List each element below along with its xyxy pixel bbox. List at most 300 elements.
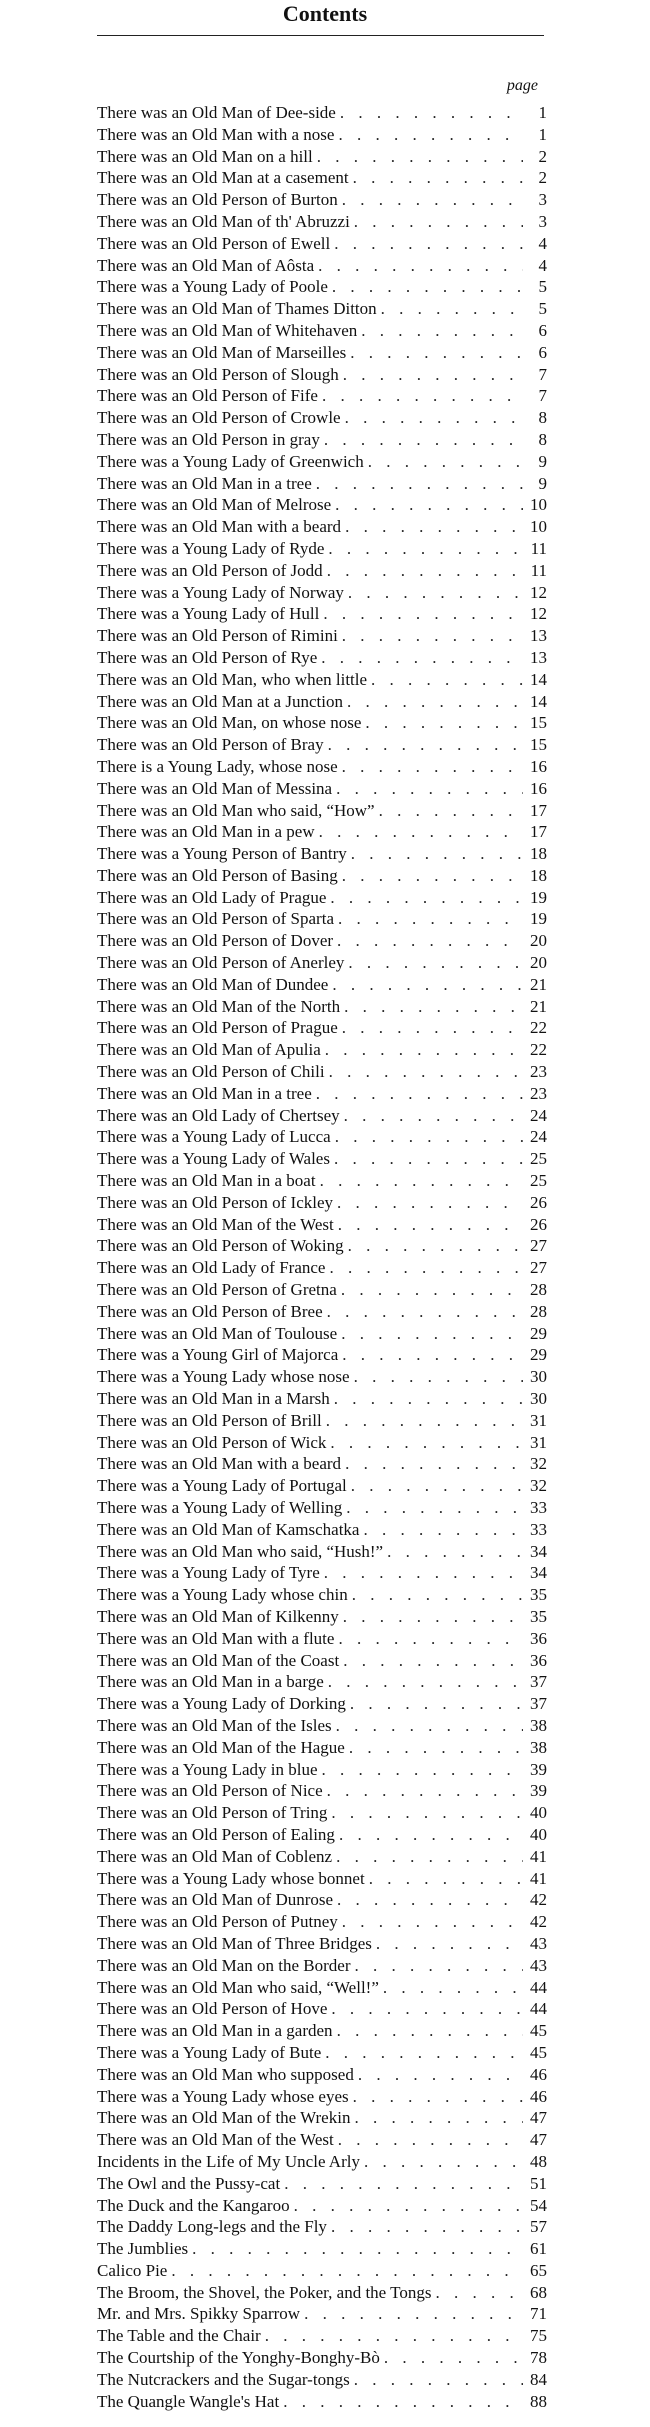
toc-entry — [97, 407, 547, 429]
toc-entry — [97, 1715, 547, 1737]
dot-leader — [320, 1562, 523, 1584]
toc-entry-page-number: 7 — [538, 386, 547, 406]
dot-leader — [359, 1519, 523, 1541]
toc-entry-title: There was an Old Man of Dunrose — [97, 1890, 334, 1910]
toc-entry-title: There was an Old Man of Dee-side — [97, 103, 336, 122]
dot-leader — [323, 1301, 523, 1323]
dot-leader — [318, 385, 523, 407]
toc-entry — [97, 1671, 547, 1693]
toc-entry-title: There was an Old Person of Nice — [97, 1781, 323, 1801]
toc-entry-title: There was an Old Man in a Marsh — [97, 1389, 330, 1409]
toc-entry-title: There was an Old Man in a tree — [97, 1083, 312, 1103]
dot-leader — [361, 712, 523, 734]
toc-entry-title: There was a Young Lady of Portugal — [97, 1476, 347, 1496]
toc-entry-page-number: 75 — [530, 2326, 547, 2346]
toc-entry — [97, 451, 547, 473]
toc-entry-page-number: 34 — [530, 1563, 547, 1583]
toc-entry-title: There was an Old Man with a nose — [97, 124, 335, 144]
toc-entry-page-number: 8 — [538, 408, 547, 428]
dot-leader — [335, 1824, 523, 1846]
toc-entry-page-number: 40 — [530, 1824, 547, 1844]
toc-entry-page-number: 78 — [530, 2348, 547, 2368]
toc-entry-page-number: 27 — [530, 1236, 547, 1256]
toc-entry-title: There was a Young Person of Bantry — [97, 844, 347, 864]
toc-entry-title: There was an Old Lady of France — [97, 1258, 326, 1278]
toc-entry-page-number: 17 — [530, 822, 547, 842]
toc-entry-title: There was an Old Man who said, “How” — [97, 800, 375, 820]
dot-leader — [312, 1083, 523, 1105]
toc-entry-title: There was an Old Man in a barge — [97, 1672, 324, 1692]
toc-entry-title: There was an Old Lady of Chertsey — [97, 1105, 340, 1125]
dot-leader — [332, 1846, 523, 1868]
toc-entry-page-number: 46 — [530, 2086, 547, 2106]
toc-entry — [97, 1824, 547, 1846]
dot-leader — [350, 211, 523, 233]
toc-entry-page-number: 19 — [530, 887, 547, 907]
toc-entry-title: There was a Young Lady whose eyes — [97, 2086, 349, 2106]
toc-entry-page-number: 34 — [530, 1541, 547, 1561]
toc-entry — [97, 1759, 547, 1781]
toc-entry — [97, 2107, 547, 2129]
toc-entry — [97, 320, 547, 342]
toc-entry — [97, 167, 547, 189]
dot-leader — [323, 1780, 523, 1802]
toc-entry — [97, 2282, 547, 2304]
toc-entry-title: There was an Old Man of Whitehaven — [97, 320, 358, 340]
dot-leader — [375, 800, 523, 822]
toc-entry — [97, 1214, 547, 1236]
page-title: Contents — [282, 1, 368, 26]
toc-entry-title: The Quangle Wangle's Hat — [97, 2391, 280, 2411]
toc-entry-page-number: 36 — [530, 1650, 547, 1670]
toc-entry-title: There was an Old Man of Melrose — [97, 495, 332, 515]
toc-entry-page-number: 11 — [530, 538, 547, 558]
toc-entry-page-number: 32 — [530, 1476, 547, 1496]
toc-entry — [97, 2238, 547, 2260]
toc-entry — [97, 1802, 547, 1824]
dot-leader — [325, 1257, 523, 1279]
toc-entry-title: There was an Old Man of the Hague — [97, 1737, 345, 1757]
toc-entry — [97, 2216, 547, 2238]
toc-entry-page-number: 16 — [530, 778, 547, 798]
toc-entry-page-number: 23 — [530, 1083, 547, 1103]
toc-entry-title: There was an Old Person of Brill — [97, 1410, 322, 1430]
toc-entry-page-number: 28 — [530, 1301, 547, 1321]
toc-entry-page-number: 3 — [538, 211, 547, 231]
toc-entry-title: There was a Young Lady whose chin — [97, 1585, 348, 1605]
toc-entry-title: There was a Young Lady of Hull — [97, 604, 320, 624]
toc-entry-title: There was an Old Man of Toulouse — [97, 1323, 338, 1343]
toc-entry-page-number: 5 — [538, 277, 547, 297]
toc-entry-title: There was a Young Lady of Greenwich — [97, 451, 364, 471]
toc-entry — [97, 625, 547, 647]
toc-entry-title: There was an Old Person of Burton — [97, 190, 338, 210]
toc-entry — [97, 385, 547, 407]
toc-entry — [97, 233, 547, 255]
toc-entry — [97, 865, 547, 887]
toc-entry-title: There was an Old Man of Apulia — [97, 1040, 321, 1060]
dot-leader — [279, 2391, 523, 2413]
dot-leader — [357, 320, 523, 342]
dot-leader — [318, 1759, 524, 1781]
toc-entry — [97, 1650, 547, 1672]
toc-entry-page-number: 33 — [530, 1498, 547, 1517]
dot-leader — [332, 778, 523, 800]
dot-leader — [341, 516, 523, 538]
dot-leader — [334, 124, 523, 146]
toc-entry-title: There was a Young Lady of Norway — [97, 582, 344, 602]
toc-entry-page-number: 3 — [538, 190, 547, 210]
toc-entry-page-number: 14 — [530, 669, 547, 689]
toc-entry-page-number: 24 — [530, 1105, 547, 1125]
toc-entry — [97, 2129, 547, 2151]
toc-entry-title: The Daddy Long-legs and the Fly — [97, 2217, 327, 2237]
dot-leader — [364, 451, 523, 473]
toc-entry-page-number: 17 — [530, 800, 547, 820]
toc-entry — [97, 1868, 547, 1890]
toc-entry-page-number: 9 — [538, 451, 547, 471]
toc-entry-page-number: 51 — [530, 2173, 547, 2193]
dot-leader — [321, 2042, 523, 2064]
toc-entry — [97, 996, 547, 1018]
toc-entry-page-number: 4 — [538, 233, 547, 253]
dot-leader — [348, 1584, 523, 1606]
toc-entry-page-number: 54 — [530, 2195, 547, 2215]
toc-entry-page-number: 26 — [530, 1192, 547, 1212]
dot-leader — [327, 1802, 523, 1824]
toc-entry — [97, 124, 547, 146]
toc-entry — [97, 276, 547, 298]
toc-entry — [97, 516, 547, 538]
toc-entry — [97, 669, 547, 691]
toc-entry-title: There was an Old Man at a casement — [97, 168, 349, 188]
toc-entry-page-number: 88 — [530, 2391, 547, 2411]
toc-entry-title: There was an Old Person of Ealing — [97, 1824, 335, 1844]
toc-entry-title: There was a Young Lady of Tyre — [97, 1563, 320, 1583]
toc-entry — [97, 538, 547, 560]
toc-entry-title: There was an Old Man in a boat — [97, 1171, 316, 1191]
dot-leader — [333, 930, 523, 952]
toc-entry-title: There was a Young Lady whose nose — [97, 1367, 350, 1387]
toc-entry-title: Incidents in the Life of My Uncle Arly — [97, 2151, 360, 2171]
dot-leader — [321, 1039, 523, 1061]
toc-entry — [97, 1737, 547, 1759]
dot-leader — [320, 429, 523, 451]
toc-entry-title: Calico Pie — [97, 2260, 168, 2280]
toc-entry-title: There was an Old Person of Woking — [97, 1236, 344, 1256]
dot-leader — [346, 1693, 523, 1715]
dot-leader — [323, 560, 523, 582]
dot-leader — [324, 1671, 523, 1693]
toc-entry — [97, 821, 547, 843]
toc-entry-page-number: 39 — [530, 1759, 547, 1779]
toc-entry — [97, 843, 547, 865]
toc-entry-page-number: 16 — [530, 756, 547, 776]
toc-entry-title: There was an Old Man of the West — [97, 2130, 334, 2150]
toc-entry-page-number: 26 — [530, 1214, 547, 1234]
toc-entry-page-number: 41 — [530, 1868, 547, 1888]
dot-leader — [340, 1105, 523, 1127]
dot-leader — [327, 1998, 523, 2020]
toc-entry-page-number: 1 — [538, 103, 547, 122]
dot-leader — [261, 2325, 523, 2347]
dot-leader — [330, 1388, 523, 1410]
toc-entry-title: There was a Young Lady of Welling — [97, 1498, 343, 1517]
toc-entry — [97, 473, 547, 495]
toc-entry-title: There was an Old Man of Dundee — [97, 974, 329, 994]
toc-entry-page-number: 32 — [530, 1454, 547, 1474]
toc-entry — [97, 560, 547, 582]
toc-entry — [97, 2064, 547, 2086]
toc-entry-title: There was an Old Man in a tree — [97, 473, 312, 493]
toc-entry-title: There was an Old Person of Crowle — [97, 408, 341, 428]
toc-entry — [97, 211, 547, 233]
toc-entry — [97, 342, 547, 364]
toc-entry-title: There was an Old Man on the Border — [97, 1955, 351, 1975]
toc-entry-page-number: 14 — [530, 691, 547, 711]
dot-leader — [339, 1650, 523, 1672]
dot-leader — [314, 255, 523, 277]
toc-entry — [97, 189, 547, 211]
dot-leader — [331, 1126, 523, 1148]
toc-entry — [97, 756, 547, 778]
dot-leader — [344, 582, 523, 604]
toc-entry — [97, 2173, 547, 2195]
toc-entry-title: There was a Young Lady whose bonnet — [97, 1868, 365, 1888]
dot-leader — [350, 2369, 523, 2391]
toc-entry-page-number: 65 — [530, 2260, 547, 2280]
toc-entry-page-number: 31 — [530, 1432, 547, 1452]
dot-leader — [341, 407, 523, 429]
dot-leader — [345, 1737, 523, 1759]
dot-leader — [344, 952, 523, 974]
toc-entry — [97, 1083, 547, 1105]
toc-entry-page-number: 18 — [530, 865, 547, 885]
page-column-heading: page — [506, 77, 538, 94]
toc-entry — [97, 2369, 547, 2391]
toc-entry-page-number: 7 — [538, 364, 547, 384]
toc-entry-title: There was an Old Man of th' Abruzzi — [97, 211, 350, 231]
toc-entry-page-number: 46 — [530, 2064, 547, 2084]
toc-entry-page-number: 61 — [530, 2239, 547, 2259]
toc-entry-page-number: 29 — [530, 1323, 547, 1343]
toc-entry-page-number: 38 — [530, 1715, 547, 1735]
dot-leader — [313, 146, 523, 168]
toc-entry — [97, 1628, 547, 1650]
dot-leader — [167, 2260, 523, 2282]
toc-entry — [97, 2151, 547, 2173]
dot-leader — [341, 1453, 523, 1475]
dot-leader — [338, 1017, 523, 1039]
toc-entry — [97, 1693, 547, 1715]
toc-entry-title: There was an Old Person of Basing — [97, 865, 338, 885]
dot-leader — [324, 538, 523, 560]
dot-leader — [333, 1192, 523, 1214]
title-rule — [97, 35, 544, 36]
toc-entry-title: There was an Old Person of Bree — [97, 1301, 323, 1321]
toc-entry-title: There was an Old Person of Tring — [97, 1803, 328, 1823]
toc-entry-page-number: 13 — [530, 626, 547, 646]
toc-entry-title: There was a Young Lady of Ryde — [97, 538, 325, 558]
toc-entry-title: There was an Old Person of Putney — [97, 1912, 338, 1932]
toc-entry — [97, 1475, 547, 1497]
dot-leader — [332, 1715, 523, 1737]
dot-leader — [351, 1955, 523, 1977]
toc-entry — [97, 2303, 547, 2325]
toc-entry-page-number: 11 — [530, 560, 547, 580]
toc-entry — [97, 102, 547, 124]
toc-entry — [97, 2020, 547, 2042]
dot-leader — [346, 342, 523, 364]
dot-leader — [336, 102, 523, 124]
toc-entry — [97, 2042, 547, 2064]
toc-entry — [97, 2260, 547, 2282]
toc-entry — [97, 1432, 547, 1454]
toc-entry-title: There was an Old Man who supposed — [97, 2064, 354, 2084]
toc-entry-title: There was an Old Person of Bray — [97, 735, 324, 755]
toc-entry-page-number: 44 — [530, 1977, 547, 1997]
dot-leader — [380, 2347, 523, 2369]
dot-leader — [339, 1606, 523, 1628]
dot-leader — [290, 2195, 523, 2217]
toc-entry-title: There was an Old Man of Kamschatka — [97, 1519, 360, 1539]
toc-entry-page-number: 1 — [538, 124, 547, 144]
toc-entry-page-number: 6 — [538, 320, 547, 340]
toc-entry — [97, 1039, 547, 1061]
toc-entry-title: There was a Young Lady of Dorking — [97, 1694, 346, 1714]
toc-entry-page-number: 25 — [530, 1149, 547, 1169]
toc-entry — [97, 930, 547, 952]
toc-entry-title: There was an Old Man with a beard — [97, 1454, 342, 1474]
toc-entry-title: There was an Old Man of the Coast — [97, 1650, 340, 1670]
toc-entry — [97, 2325, 547, 2347]
toc-entry — [97, 1977, 547, 1999]
dot-leader — [324, 734, 523, 756]
toc-entry — [97, 1388, 547, 1410]
toc-entry — [97, 494, 547, 516]
toc-entry-page-number: 15 — [530, 713, 547, 733]
toc-entry-title: There was a Young Lady in blue — [97, 1759, 318, 1779]
dot-leader — [349, 2086, 523, 2108]
toc-entry-page-number: 10 — [530, 495, 547, 515]
toc-entry — [97, 1606, 547, 1628]
toc-entry-page-number: 45 — [530, 2021, 547, 2041]
toc-entry-title: There was an Old Man, on whose nose — [97, 713, 362, 733]
toc-entry — [97, 1889, 547, 1911]
toc-entry-title: There was an Old Person of Gretna — [97, 1280, 337, 1300]
toc-entry-title: The Courtship of the Yonghy-Bonghy-Bò — [97, 2348, 380, 2368]
toc-entry — [97, 1301, 547, 1323]
toc-entry-title: The Table and the Chair — [97, 2326, 261, 2346]
toc-entry — [97, 712, 547, 734]
toc-entry-title: There was an Old Man of Thames Ditton — [97, 299, 377, 319]
toc-entry-page-number: 40 — [530, 1803, 547, 1823]
toc-entry-page-number: 23 — [530, 1062, 547, 1082]
toc-entry-title: There was an Old Person of Rye — [97, 647, 318, 667]
toc-entry-page-number: 44 — [530, 1999, 547, 2019]
toc-entry-title: There is a Young Lady, whose nose — [97, 756, 338, 776]
toc-entry-page-number: 9 — [538, 473, 547, 493]
dot-leader — [337, 1323, 523, 1345]
toc-entry-page-number: 5 — [538, 299, 547, 319]
toc-entry-title: There was an Old Person of Ickley — [97, 1192, 334, 1212]
toc-entry-page-number: 57 — [530, 2217, 547, 2237]
dot-leader — [367, 669, 523, 691]
dot-leader — [334, 2129, 523, 2151]
toc-entry — [97, 887, 547, 909]
toc-entry — [97, 1170, 547, 1192]
toc-entry — [97, 1562, 547, 1584]
dot-leader — [431, 2282, 523, 2304]
toc-entry-title: There was an Old Person in gray — [97, 429, 320, 449]
toc-entry-page-number: 43 — [530, 1933, 547, 1953]
dot-leader — [312, 473, 523, 495]
toc-entry-page-number: 13 — [530, 647, 547, 667]
toc-entry-title: There was a Young Lady of Wales — [97, 1149, 330, 1169]
toc-entry-title: There was a Young Lady of Lucca — [97, 1127, 331, 1147]
toc-entry-page-number: 35 — [530, 1606, 547, 1626]
toc-entry — [97, 1846, 547, 1868]
toc-entry-page-number: 8 — [538, 429, 547, 449]
toc-entry-page-number: 18 — [530, 844, 547, 864]
toc-entry-title: There was a Young Girl of Majorca — [97, 1345, 339, 1365]
toc-entry-title: The Owl and the Pussy-cat — [97, 2173, 281, 2193]
dot-leader — [339, 364, 523, 386]
toc-entry-page-number: 2 — [538, 168, 547, 188]
dot-leader — [354, 2064, 523, 2086]
toc-entry — [97, 1148, 547, 1170]
toc-entry — [97, 800, 547, 822]
dot-leader — [338, 1344, 523, 1366]
dot-leader — [330, 1148, 523, 1170]
toc-entry-page-number: 45 — [530, 2042, 547, 2062]
toc-entry — [97, 2391, 547, 2413]
toc-entry — [97, 2086, 547, 2108]
toc-entry-page-number: 68 — [530, 2282, 547, 2302]
toc-entry — [97, 1955, 547, 1977]
toc-entry — [97, 146, 547, 168]
toc-entry-title: There was an Old Man with a flute — [97, 1628, 335, 1648]
toc-entry-page-number: 47 — [530, 2108, 547, 2128]
toc-entry — [97, 298, 547, 320]
toc-entry — [97, 1017, 547, 1039]
toc-entry-title: There was an Old Person of Sparta — [97, 909, 334, 929]
toc-entry-title: There was an Old Man at a Junction — [97, 691, 343, 711]
dot-leader — [347, 1475, 523, 1497]
dot-leader — [328, 276, 523, 298]
toc-entry-page-number: 48 — [530, 2151, 547, 2171]
toc-entry-page-number: 22 — [530, 1040, 547, 1060]
dot-leader — [326, 1432, 523, 1454]
toc-entry-title: There was an Old Man of Aôsta — [97, 255, 315, 275]
dot-leader — [338, 756, 523, 778]
toc-entry-page-number: 27 — [530, 1258, 547, 1278]
toc-entry-page-number: 21 — [530, 996, 547, 1016]
toc-entry-page-number: 20 — [530, 931, 547, 951]
toc-entry — [97, 1497, 547, 1519]
toc-entry-page-number: 36 — [530, 1628, 547, 1648]
toc-entry-page-number: 37 — [530, 1672, 547, 1692]
dot-leader — [325, 1061, 523, 1083]
toc-entry — [97, 2195, 547, 2217]
toc-entry-title: There was an Old Man who said, “Well!” — [97, 1977, 379, 1997]
toc-entry — [97, 1519, 547, 1541]
toc-entry-page-number: 29 — [530, 1345, 547, 1365]
toc-entry-page-number: 4 — [538, 255, 547, 275]
toc-entry — [97, 603, 547, 625]
dot-leader — [188, 2238, 523, 2260]
dot-leader — [333, 2020, 523, 2042]
